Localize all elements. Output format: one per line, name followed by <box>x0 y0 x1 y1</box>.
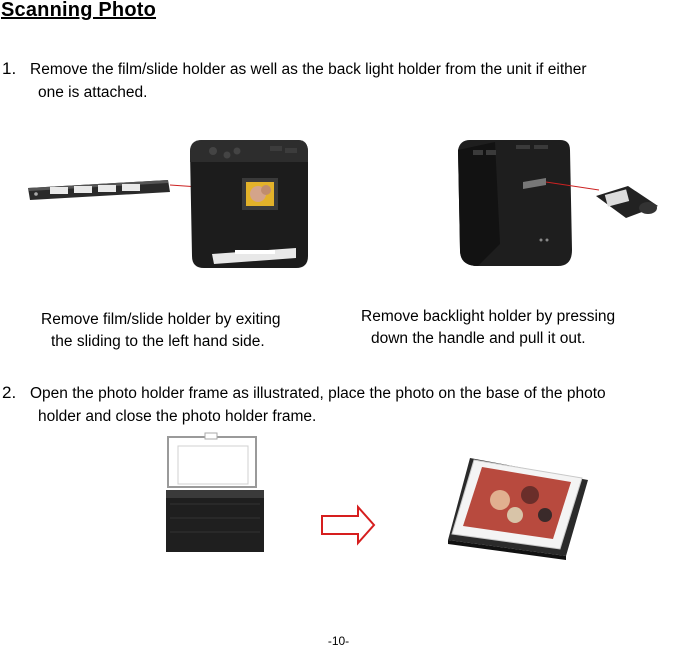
step-2-text-line2: holder and close the photo holder frame. <box>38 408 317 425</box>
caption-left-line1: Remove film/slide holder by exiting <box>41 311 281 328</box>
photo-holder-closed-image <box>448 458 588 560</box>
step-2-number: 2. <box>2 383 17 402</box>
step-1-text-line1: Remove the film/slide holder as well as the back light holder from the unit if either <box>30 61 587 78</box>
caption-left-line2: the sliding to the left hand side. <box>51 333 265 350</box>
photo-holder-open-image <box>166 433 264 552</box>
caption-right-line1: Remove backlight holder by pressing <box>361 308 616 325</box>
step-2-text-line1: Open the photo holder frame as illustrated, place the photo on the base of the photo <box>30 385 606 402</box>
step-1-number: 1. <box>2 59 17 78</box>
step-1-text-line2: one is attached. <box>38 84 148 101</box>
caption-right-line2: down the handle and pull it out. <box>371 330 586 347</box>
page-number: -10- <box>327 634 350 648</box>
page-title: Scanning Photo <box>1 0 157 21</box>
arrow-right-icon <box>322 507 374 543</box>
